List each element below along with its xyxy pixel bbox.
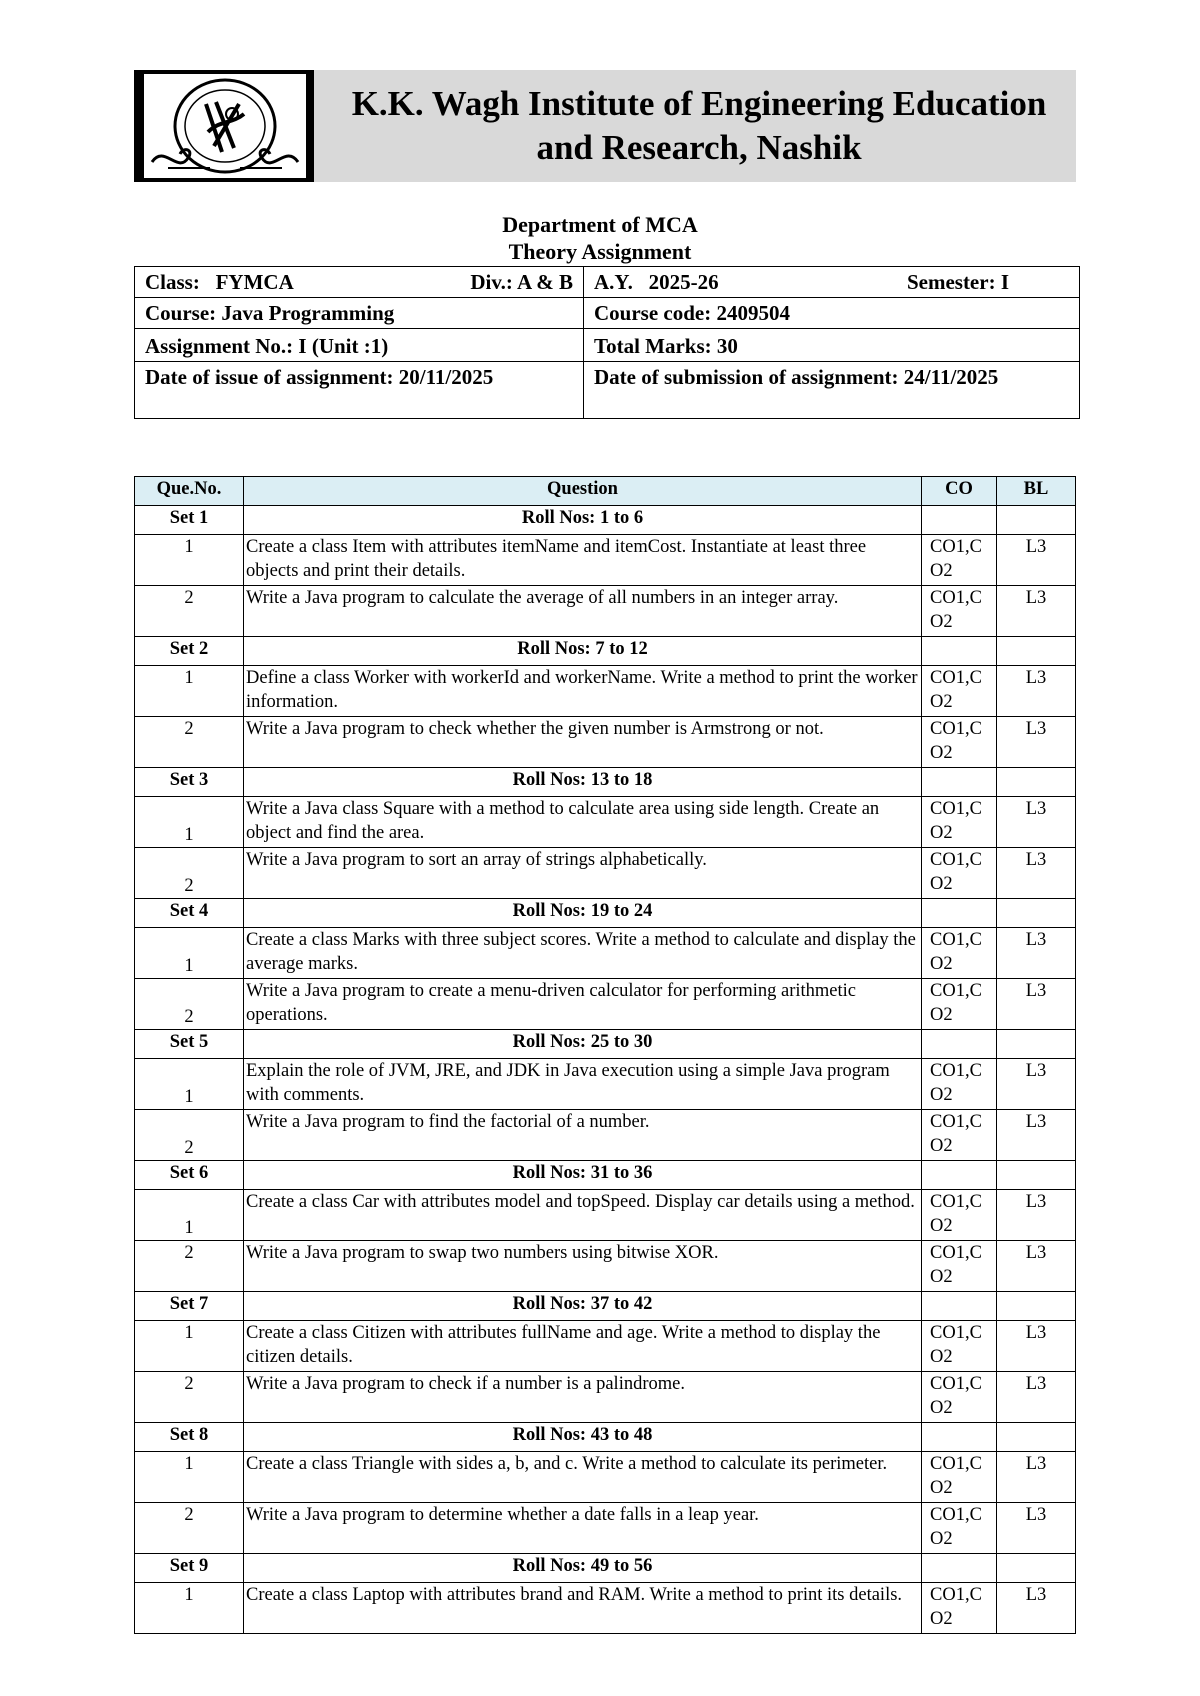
blooms-level: L3 (997, 1503, 1076, 1554)
question-row (135, 1452, 1076, 1503)
question-text: Create a class Item with attributes itemName and itemCost. Instantiate at least three objects and print their details. (244, 535, 922, 586)
blooms-level: L3 (997, 979, 1076, 1030)
question-text: Explain the role of JVM, JRE, and JDK in Java execution using a simple Java program with comments. (244, 1059, 922, 1110)
set-label: Set 7 (135, 1292, 244, 1321)
empty-cell (997, 506, 1076, 535)
question-number: 1 (135, 666, 244, 717)
question-row (135, 535, 1076, 586)
question-number: 2 (135, 1503, 244, 1554)
question-text: Write a Java program to check if a number is a palindrome. (244, 1372, 922, 1423)
course-outcome: CO1,CO2 (922, 979, 997, 1030)
set-label: Set 2 (135, 637, 244, 666)
set-row (135, 1554, 1076, 1583)
course-outcome: CO1,CO2 (922, 1452, 997, 1503)
question-row (135, 1372, 1076, 1423)
question-row (135, 717, 1076, 768)
question-text: Write a Java program to create a menu-driven calculator for performing arithmetic operations. (244, 979, 922, 1030)
question-text: Write a Java program to determine whether a date falls in a leap year. (244, 1503, 922, 1554)
empty-cell (922, 1554, 997, 1583)
question-number: 2 (135, 1372, 244, 1423)
header-que-no: Que.No. (135, 477, 244, 506)
blooms-level: L3 (997, 1583, 1076, 1634)
roll-range: Roll Nos: 13 to 18 (244, 768, 922, 797)
question-text: Create a class Laptop with attributes brand and RAM. Write a method to print its details. (244, 1583, 922, 1634)
empty-cell (922, 1423, 997, 1452)
assignment-info-table (134, 266, 1080, 419)
institute-name-line2: and Research, Nashik (536, 128, 862, 167)
assignment-type: Theory Assignment (508, 239, 692, 264)
course-outcome: CO1,CO2 (922, 535, 997, 586)
academic-year: A.Y. 2025-26 (594, 270, 719, 294)
date-of-submission: Date of submission of assignment: 24/11/2025 (584, 362, 1080, 419)
set-row (135, 1423, 1076, 1452)
set-label: Set 4 (135, 899, 244, 928)
set-row (135, 1161, 1076, 1190)
question-row (135, 1583, 1076, 1634)
empty-cell (922, 768, 997, 797)
roll-range: Roll Nos: 31 to 36 (244, 1161, 922, 1190)
empty-cell (997, 1292, 1076, 1321)
blooms-level: L3 (997, 535, 1076, 586)
question-number: 1 (135, 1452, 244, 1503)
set-row (135, 1030, 1076, 1059)
questions-table (134, 476, 1076, 1634)
blooms-level: L3 (997, 1110, 1076, 1161)
question-row (135, 1321, 1076, 1372)
question-number: 1 (135, 797, 244, 848)
question-row (135, 1190, 1076, 1241)
course-outcome: CO1,CO2 (922, 586, 997, 637)
date-of-issue: Date of issue of assignment: 20/11/2025 (135, 362, 584, 419)
div-label: Div.: A & B (470, 270, 573, 294)
set-label: Set 5 (135, 1030, 244, 1059)
question-text: Write a Java program to check whether the given number is Armstrong or not. (244, 717, 922, 768)
course-outcome: CO1,CO2 (922, 797, 997, 848)
question-text: Write a Java program to calculate the average of all numbers in an integer array. (244, 586, 922, 637)
set-row (135, 506, 1076, 535)
set-label: Set 1 (135, 506, 244, 535)
course-outcome: CO1,CO2 (922, 1583, 997, 1634)
question-number: 1 (135, 535, 244, 586)
course-outcome: CO1,CO2 (922, 1059, 997, 1110)
empty-cell (922, 637, 997, 666)
blooms-level: L3 (997, 1452, 1076, 1503)
question-number: 1 (135, 1583, 244, 1634)
course-outcome: CO1,CO2 (922, 666, 997, 717)
empty-cell (997, 1423, 1076, 1452)
question-text: Define a class Worker with workerId and workerName. Write a method to print the worker information. (244, 666, 922, 717)
question-row (135, 586, 1076, 637)
header-question: Question (244, 477, 922, 506)
course-name: Course: Java Programming (135, 298, 584, 329)
question-number: 1 (135, 1059, 244, 1110)
set-row (135, 768, 1076, 797)
empty-cell (922, 1030, 997, 1059)
blooms-level: L3 (997, 586, 1076, 637)
roll-range: Roll Nos: 1 to 6 (244, 506, 922, 535)
institute-name (322, 82, 1076, 170)
header-bl: BL (997, 477, 1076, 506)
empty-cell (997, 1554, 1076, 1583)
question-number: 2 (135, 586, 244, 637)
course-outcome: CO1,CO2 (922, 1110, 997, 1161)
institute-banner (134, 70, 1076, 182)
question-number: 2 (135, 1110, 244, 1161)
roll-range: Roll Nos: 37 to 42 (244, 1292, 922, 1321)
set-label: Set 6 (135, 1161, 244, 1190)
question-row (135, 797, 1076, 848)
blooms-level: L3 (997, 1241, 1076, 1292)
set-row (135, 637, 1076, 666)
course-outcome: CO1,CO2 (922, 928, 997, 979)
question-text: Write a Java program to swap two numbers using bitwise XOR. (244, 1241, 922, 1292)
roll-range: Roll Nos: 25 to 30 (244, 1030, 922, 1059)
empty-cell (922, 899, 997, 928)
course-outcome: CO1,CO2 (922, 848, 997, 899)
set-label: Set 9 (135, 1554, 244, 1583)
question-text: Create a class Car with attributes model and topSpeed. Display car details using a method. (244, 1190, 922, 1241)
blooms-level: L3 (997, 666, 1076, 717)
blooms-level: L3 (997, 1190, 1076, 1241)
empty-cell (997, 768, 1076, 797)
question-number: 1 (135, 1190, 244, 1241)
course-outcome: CO1,CO2 (922, 1321, 997, 1372)
question-row (135, 928, 1076, 979)
empty-cell (997, 1030, 1076, 1059)
course-outcome: CO1,CO2 (922, 1241, 997, 1292)
class-div-cell (135, 267, 584, 298)
question-text: Create a class Citizen with attributes fullName and age. Write a method to display the citizen details. (244, 1321, 922, 1372)
institute-logo-icon (144, 74, 306, 178)
question-row (135, 666, 1076, 717)
question-text: Write a Java class Square with a method to calculate area using side length. Create an object and find the area. (244, 797, 922, 848)
roll-range: Roll Nos: 49 to 56 (244, 1554, 922, 1583)
blooms-level: L3 (997, 928, 1076, 979)
question-number: 1 (135, 1321, 244, 1372)
question-row (135, 979, 1076, 1030)
set-row (135, 1292, 1076, 1321)
empty-cell (922, 506, 997, 535)
institute-name-line1: K.K. Wagh Institute of Engineering Education (351, 84, 1047, 123)
department-title: Department of MCA (502, 212, 698, 237)
course-outcome: CO1,CO2 (922, 1503, 997, 1554)
assignment-number: Assignment No.: I (Unit :1) (135, 329, 584, 362)
course-outcome: CO1,CO2 (922, 717, 997, 768)
empty-cell (922, 1161, 997, 1190)
blooms-level: L3 (997, 1059, 1076, 1110)
question-number: 2 (135, 979, 244, 1030)
empty-cell (997, 899, 1076, 928)
course-outcome: CO1,CO2 (922, 1190, 997, 1241)
question-row (135, 1503, 1076, 1554)
question-number: 1 (135, 928, 244, 979)
blooms-level: L3 (997, 848, 1076, 899)
question-text: Write a Java program to find the factorial of a number. (244, 1110, 922, 1161)
blooms-level: L3 (997, 717, 1076, 768)
empty-cell (922, 1292, 997, 1321)
question-row (135, 1241, 1076, 1292)
set-label: Set 8 (135, 1423, 244, 1452)
header-co: CO (922, 477, 997, 506)
question-text: Create a class Marks with three subject scores. Write a method to calculate and display the average marks. (244, 928, 922, 979)
empty-cell (997, 637, 1076, 666)
roll-range: Roll Nos: 7 to 12 (244, 637, 922, 666)
total-marks: Total Marks: 30 (584, 329, 1080, 362)
question-number: 2 (135, 848, 244, 899)
set-row (135, 899, 1076, 928)
blooms-level: L3 (997, 1321, 1076, 1372)
course-outcome: CO1,CO2 (922, 1372, 997, 1423)
question-number: 2 (135, 1241, 244, 1292)
question-text: Create a class Triangle with sides a, b, and c. Write a method to calculate its perimeter. (244, 1452, 922, 1503)
question-row (135, 1059, 1076, 1110)
set-label: Set 3 (135, 768, 244, 797)
blooms-level: L3 (997, 1372, 1076, 1423)
blooms-level: L3 (997, 797, 1076, 848)
logo-frame (134, 70, 314, 182)
class-label: Class: FYMCA (145, 270, 294, 294)
empty-cell (997, 1161, 1076, 1190)
roll-range: Roll Nos: 19 to 24 (244, 899, 922, 928)
question-row (135, 1110, 1076, 1161)
ay-semester-cell (584, 267, 1080, 298)
question-row (135, 848, 1076, 899)
question-number: 2 (135, 717, 244, 768)
roll-range: Roll Nos: 43 to 48 (244, 1423, 922, 1452)
question-text: Write a Java program to sort an array of strings alphabetically. (244, 848, 922, 899)
questions-body (135, 506, 1076, 1634)
course-code: Course code: 2409504 (584, 298, 1080, 329)
semester-label: Semester: I (906, 270, 1009, 294)
